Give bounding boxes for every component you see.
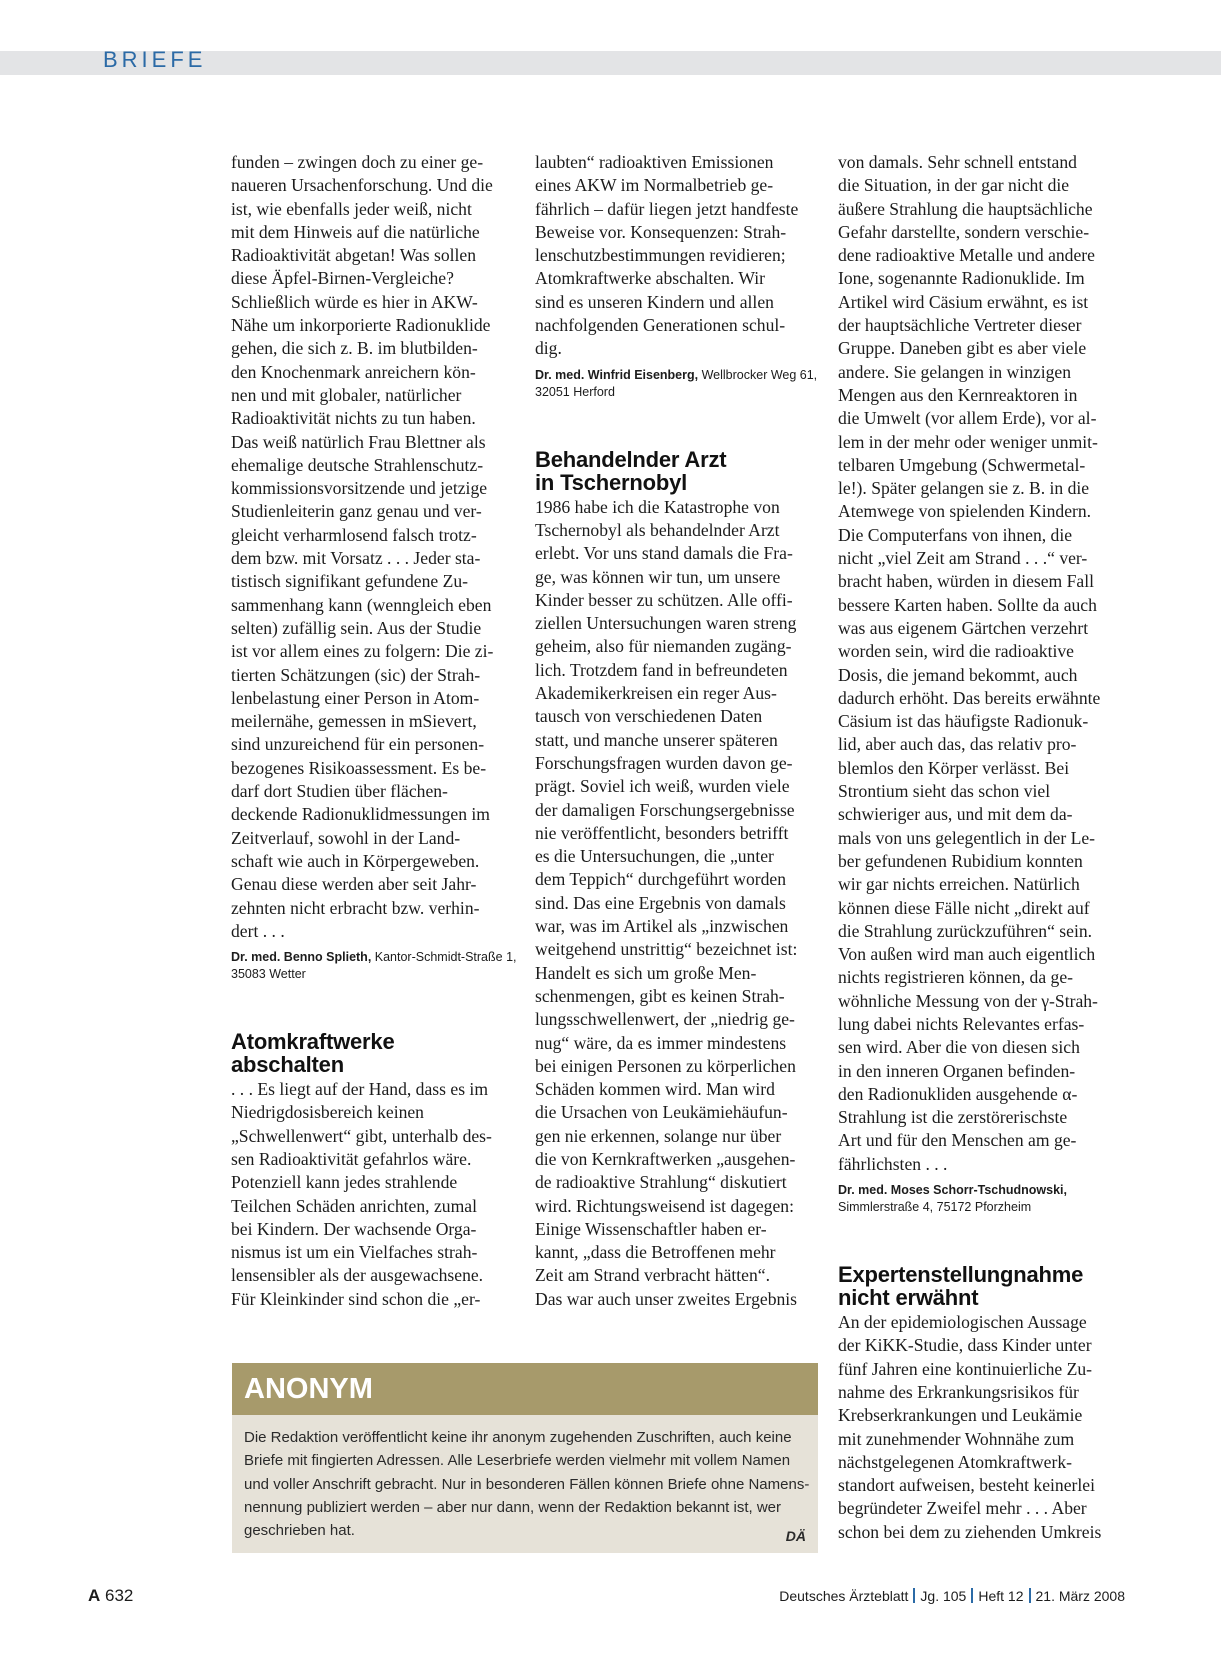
text-line: tausch von verschiedenen Daten (535, 706, 763, 727)
text-line: Akademikerkreisen ein reger Aus- (535, 683, 777, 704)
text-line: Studienleiterin ganz genau und ver- (231, 501, 482, 522)
letter-body (231, 151, 517, 943)
text-line: äußere Strahlung die hauptsächliche (838, 198, 1093, 219)
text-line: ist, wie ebenfalls jeder weiß, nicht (231, 198, 472, 219)
text-line: Gruppe. Daneben gibt es aber viele (838, 338, 1087, 359)
text-line: sen Radioaktivität gefahrlos wäre. (231, 1148, 472, 1169)
text-line: Atomkraftwerke abschalten. Wir (535, 268, 766, 289)
signature-address-city: 32051 Herford (535, 384, 615, 399)
text-line: die Ursachen von Leukämiehäufun- (535, 1102, 788, 1123)
text-line: nismus ist um ein Vielfaches strah- (231, 1242, 478, 1263)
text-line: Für Kleinkinder sind schon die „er- (231, 1288, 481, 1309)
text-line: Teilchen Schäden anrichten, zumal (231, 1195, 477, 1216)
text-line: lich. Trotzdem fand in befreundeten (535, 659, 788, 680)
heading-line: abschalten (231, 1052, 344, 1078)
signature-name: Dr. med. Benno Splieth, (231, 950, 372, 965)
anonym-info-box (232, 1363, 818, 1553)
journal-volume: Jg. 105 (920, 1588, 967, 1604)
text-line: den Radionukliden ausgehende α- (838, 1083, 1078, 1104)
text-line: mit dem Hinweis auf die natürliche (231, 221, 480, 242)
section-label: BRIEFE (103, 47, 207, 72)
text-line: „Schwellenwert“ gibt, unterhalb des- (231, 1125, 492, 1146)
text-line: nichts registrieren können, da ge- (838, 967, 1073, 988)
text-line: Kinder besser zu schützen. Alle offi- (535, 589, 793, 610)
page-number-value: 632 (105, 1586, 134, 1605)
column-2 (535, 151, 821, 1311)
letter-heading (231, 1030, 517, 1076)
heading-line: nicht erwähnt (838, 1285, 979, 1311)
text-line: dert . . . (231, 920, 285, 941)
text-line: eines AKW im Normalbetrieb ge- (535, 175, 774, 196)
text-line: Mengen aus den Kernreaktoren in (838, 384, 1078, 405)
text-line: lem in der mehr oder weniger unmit- (838, 431, 1098, 452)
text-line: Zeitverlauf, sowohl in der Land- (231, 827, 461, 848)
column-3 (838, 151, 1126, 1544)
text-line: erlebt. Vor uns stand damals die Fra- (535, 543, 793, 564)
text-line: le!). Später gelangen sie z. B. in die (838, 478, 1090, 499)
text-line: Krebserkrankungen und Leukämie (838, 1405, 1083, 1426)
text-line: sen wird. Aber die von diesen sich (838, 1037, 1080, 1058)
text-line: wird. Richtungsweisend ist dagegen: (535, 1195, 794, 1216)
text-line: Atemwege von spielenden Kindern. (838, 501, 1092, 522)
text-line: . . . Es liegt auf der Hand, dass es im (231, 1079, 489, 1100)
text-line: naueren Ursachenforschung. Und die (231, 175, 493, 196)
text-line: nie veröffentlicht, besonders betrifft (535, 822, 789, 843)
text-line: Das war auch unser zweites Ergebnis (535, 1288, 798, 1309)
text-line: lensensibler als der ausgewachsene. (231, 1265, 484, 1286)
anonym-box-title: ANONYM (232, 1363, 818, 1415)
text-line: sind es unseren Kindern und allen (535, 291, 774, 312)
text-line: die Umwelt (vor allem Erde), vor al- (838, 408, 1097, 429)
text-line: ist vor allem eines zu folgern: Die zi- (231, 641, 494, 662)
text-line: fährlichsten . . . (838, 1153, 948, 1174)
text-line: kommissionsvorsitzende und jetzige (231, 478, 488, 499)
text-line: bracht haben, würden in diesem Fall (838, 571, 1095, 592)
text-line: ge, was können wir tun, um unsere (535, 566, 781, 587)
text-line: statt, und manche unserer späteren (535, 729, 778, 750)
letter-body (838, 151, 1126, 1176)
letter-body (838, 1311, 1126, 1544)
text-line: sind. Das eine Ergebnis von damals (535, 892, 786, 913)
text-line: was aus eigenem Gärtchen verzehrt (838, 617, 1089, 638)
text-line: telbaren Umgebung (Schwermetal- (838, 454, 1086, 475)
text-line: darf dort Studien über flächen- (231, 781, 448, 802)
text-line: Handelt es sich um große Men- (535, 962, 757, 983)
text-line: der hauptsächliche Vertreter dieser (838, 315, 1082, 336)
text-line: Potenziell kann jedes strahlende (231, 1172, 458, 1193)
text-line: lenschutzbestimmungen revidieren; (535, 245, 786, 266)
signature-address: Simmlerstraße 4, 75172 Pforzheim (838, 1200, 1032, 1215)
signature-name: Dr. med. Winfrid Eisenberg, (535, 367, 699, 382)
text-line: nahme des Erkrankungsrisikos für (838, 1381, 1079, 1402)
publication-info (779, 1588, 1125, 1604)
text-line: Genau diese werden aber seit Jahr- (231, 874, 477, 895)
text-line: Ione, sogenannte Radionuklide. Im (838, 268, 1085, 289)
text-line: dig. (535, 338, 562, 359)
text-line: die Strahlung zurückzuführen“ sein. (838, 920, 1093, 941)
text-line: Artikel wird Cäsium erwähnt, es ist (838, 291, 1089, 312)
text-line: ehemalige deutsche Strahlenschutz- (231, 454, 484, 475)
page-letter: A (88, 1586, 101, 1605)
text-line: Das weiß natürlich Frau Blettner als (231, 431, 486, 452)
column-1 (231, 151, 517, 1311)
text-line: andere. Sie gelangen in winzigen (838, 361, 1072, 382)
signature-address: Wellbrocker Weg 61, (698, 367, 818, 382)
text-line: lungsschwellenwert, der „niedrig ge- (535, 1009, 795, 1030)
text-line: diese Äpfel-Birnen-Vergleiche? (231, 268, 454, 289)
text-line: wöhnliche Messung von der γ-Strah- (838, 990, 1098, 1011)
text-line: fünf Jahren eine kontinuierliche Zu- (838, 1358, 1093, 1379)
letter-body (535, 151, 821, 361)
text-line: können diese Fälle nicht „direkt auf (838, 897, 1090, 918)
text-line: nen und mit globaler, natürlicher (231, 384, 462, 405)
text-line: in den inneren Organen befinden- (838, 1060, 1076, 1081)
text-line: lung dabei nichts Relevantes erfas- (838, 1013, 1085, 1034)
text-line: worden sein, wird die radioaktive (838, 641, 1074, 662)
anonym-box-signature: DÄ (785, 1528, 806, 1544)
text-line: der damaligen Forschungsergebnisse (535, 799, 795, 820)
text-line: nennung publiziert werden – aber nur dann, wenn der Redaktion bekannt ist, wer (244, 1498, 782, 1516)
text-line: deckende Radionuklidmessungen im (231, 804, 490, 825)
text-line: wir gar nichts erreichen. Natürlich (838, 874, 1080, 895)
text-line: Von außen wird man auch eigentlich (838, 944, 1096, 965)
text-line: ziellen Untersuchungen waren streng (535, 613, 797, 634)
footer-separator (1029, 1588, 1031, 1603)
text-line: der KiKK-Studie, dass Kinder unter (838, 1335, 1092, 1356)
text-line: geheim, also für niemanden zugäng- (535, 636, 792, 657)
text-line: Strontium sieht das schon viel (838, 781, 1051, 802)
text-line: kannt, „dass die Betroffenen mehr (535, 1242, 776, 1263)
journal-issue: Heft 12 (978, 1588, 1024, 1604)
text-line: tistisch signifikant gefundene Zu- (231, 571, 468, 592)
text-line: Einige Wissenschaftler haben er- (535, 1218, 767, 1239)
text-line: mit zunehmender Wohnnähe zum (838, 1428, 1075, 1449)
text-line: Cäsium ist das häufigste Radionuk- (838, 711, 1089, 732)
text-line: Zeit am Strand verbracht hätten“. (535, 1265, 770, 1286)
text-line: Gefahr darstellte, sondern verschie- (838, 221, 1090, 242)
signature-address: Kantor-Schmidt-Straße 1, (371, 950, 517, 965)
text-line: Die Computerfans von ihnen, die (838, 524, 1073, 545)
text-line: nachfolgenden Generationen schul- (535, 315, 786, 336)
text-line: mals von uns gelegentlich in der Le- (838, 827, 1095, 848)
text-line: begründeter Zweifel mehr . . . Aber (838, 1498, 1087, 1519)
text-line: lenbelastung einer Person in Atom- (231, 687, 480, 708)
text-line: gen nie erkennen, solange nur über (535, 1125, 782, 1146)
text-line: schwieriger aus, und mit dem da- (838, 804, 1073, 825)
anonym-box-text (232, 1415, 818, 1542)
text-line: funden – zwingen doch zu einer ge- (231, 152, 484, 172)
text-line: de radioaktive Strahlung“ diskutiert (535, 1172, 787, 1193)
heading-line: Atomkraftwerke (231, 1029, 395, 1055)
text-line: Art und für den Menschen am ge- (838, 1130, 1077, 1151)
heading-line: in Tschernobyl (535, 469, 688, 495)
text-line: An der epidemiologischen Aussage (838, 1312, 1087, 1333)
text-line: Strahlung ist die zerstörerischste (838, 1107, 1068, 1128)
letter-signature (838, 1182, 1126, 1216)
heading-line: Expertenstellungnahme (838, 1262, 1084, 1288)
text-line: schon bei dem zu ziehenden Umkreis (838, 1521, 1102, 1542)
text-line: Forschungsfragen wurden davon ge- (535, 752, 793, 773)
text-line: von damals. Sehr schnell entstand (838, 152, 1077, 172)
text-line: es die Untersuchungen, die „unter (535, 846, 774, 867)
text-line: fährlich – dafür liegen jetzt handfeste (535, 198, 799, 219)
letter-body (231, 1078, 517, 1311)
text-line: bei einigen Personen zu körperlichen (535, 1055, 796, 1076)
footer-separator (971, 1588, 973, 1603)
text-line: zehnten nicht erbracht bzw. verhin- (231, 897, 480, 918)
text-line: schenmengen, gibt es keinen Strah- (535, 985, 785, 1006)
text-line: standort aufweisen, besteht keinerlei (838, 1475, 1095, 1496)
text-line: sammenhang kann (wenngleich eben (231, 594, 492, 615)
text-line: Die Redaktion veröffentlicht keine ihr anonym zugehenden Zuschriften, auch keine (244, 1429, 792, 1446)
text-line: Tschernobyl als behandelnder Arzt (535, 519, 780, 540)
text-line: die von Kernkraftwerken „ausgehen- (535, 1148, 796, 1169)
text-line: die Situation, in der gar nicht die (838, 175, 1070, 196)
text-line: gehen, die sich z. B. im blutbilden- (231, 338, 478, 359)
text-line: bezogenes Risikoassessment. Es be- (231, 757, 487, 778)
heading-line: Behandelnder Arzt (535, 446, 727, 472)
text-line: lid, aber auch das, das relativ pro- (838, 734, 1077, 755)
text-line: tierten Schätzungen (sic) der Strah- (231, 664, 481, 685)
text-line: nächstgelegenen Atomkraftwerk- (838, 1451, 1073, 1472)
text-line: Niedrigdosisbereich keinen (231, 1102, 424, 1123)
text-line: gleicht verharmlosend falsch trotz- (231, 524, 477, 545)
text-line: und voller Anschrift gebracht. Nur in besonderen Fällen können Briefe ohne Namens- (244, 1475, 810, 1493)
text-line: dene radioaktive Metalle und andere (838, 245, 1095, 266)
text-line: selten) zufällig sein. Aus der Studie (231, 617, 482, 638)
text-line: geschrieben hat. (244, 1522, 355, 1540)
text-line: Schäden kommen wird. Man wird (535, 1079, 775, 1100)
text-line: Nähe um inkorporierte Radionuklide (231, 315, 491, 336)
text-line: 1986 habe ich die Katastrophe von (535, 496, 780, 517)
text-line: Beweise vor. Konsequenzen: Strah- (535, 221, 787, 242)
text-line: prägt. Soviel ich weiß, wurden viele (535, 776, 790, 797)
letter-body (535, 496, 821, 1311)
text-line: dem Teppich“ durchgeführt worden (535, 869, 787, 890)
text-line: weitgehend unstrittig“ bezeichnet ist: (535, 939, 798, 960)
text-line: Dosis, die jemand bekommt, auch (838, 664, 1078, 685)
text-line: dem bzw. mit Vorsatz . . . Jeder sta- (231, 548, 481, 569)
text-line: bei Kindern. Der wachsende Orga- (231, 1218, 477, 1239)
journal-date: 21. März 2008 (1035, 1588, 1125, 1604)
text-line: nug“ wäre, da es immer mindestens (535, 1032, 787, 1053)
text-line: war, was im Artikel als „inzwischen (535, 916, 789, 937)
text-line: Radioaktivität abgetan! Was sollen (231, 245, 476, 266)
text-line: blemlos den Körper verlässt. Bei (838, 757, 1070, 778)
signature-name: Dr. med. Moses Schorr-Tschudnowski, (838, 1183, 1067, 1198)
letter-heading (535, 448, 821, 494)
letter-signature (231, 949, 517, 983)
text-line: nicht „viel Zeit am Strand . . .“ ver- (838, 548, 1088, 569)
text-line: bessere Karten haben. Sollte da auch (838, 594, 1097, 615)
text-line: Radioaktivität nichts zu tun haben. (231, 408, 476, 429)
signature-address-city: 35083 Wetter (231, 967, 306, 982)
page-number (88, 1586, 133, 1606)
journal-name: Deutsches Ärzteblatt (779, 1588, 909, 1604)
text-line: schaft wie auch in Körpergeweben. (231, 850, 480, 871)
text-line: dadurch erhöht. Das bereits erwähnte (838, 687, 1101, 708)
text-line: meilernähe, gemessen in mSievert, (231, 711, 477, 732)
text-line: Schließlich würde es hier in AKW- (231, 291, 478, 312)
text-line: ber gefundenen Rubidium konnten (838, 850, 1083, 871)
letter-signature (535, 367, 821, 401)
text-line: den Knochenmark anreichern kön- (231, 361, 476, 382)
text-line: sind unzureichend für ein personen- (231, 734, 485, 755)
footer-separator (913, 1588, 915, 1603)
text-line: laubten“ radioaktiven Emissionen (535, 152, 774, 172)
letter-heading (838, 1263, 1126, 1309)
text-line: Briefe mit fingierten Adressen. Alle Leserbriefe werden vielmehr mit vollem Namen (244, 1452, 791, 1470)
